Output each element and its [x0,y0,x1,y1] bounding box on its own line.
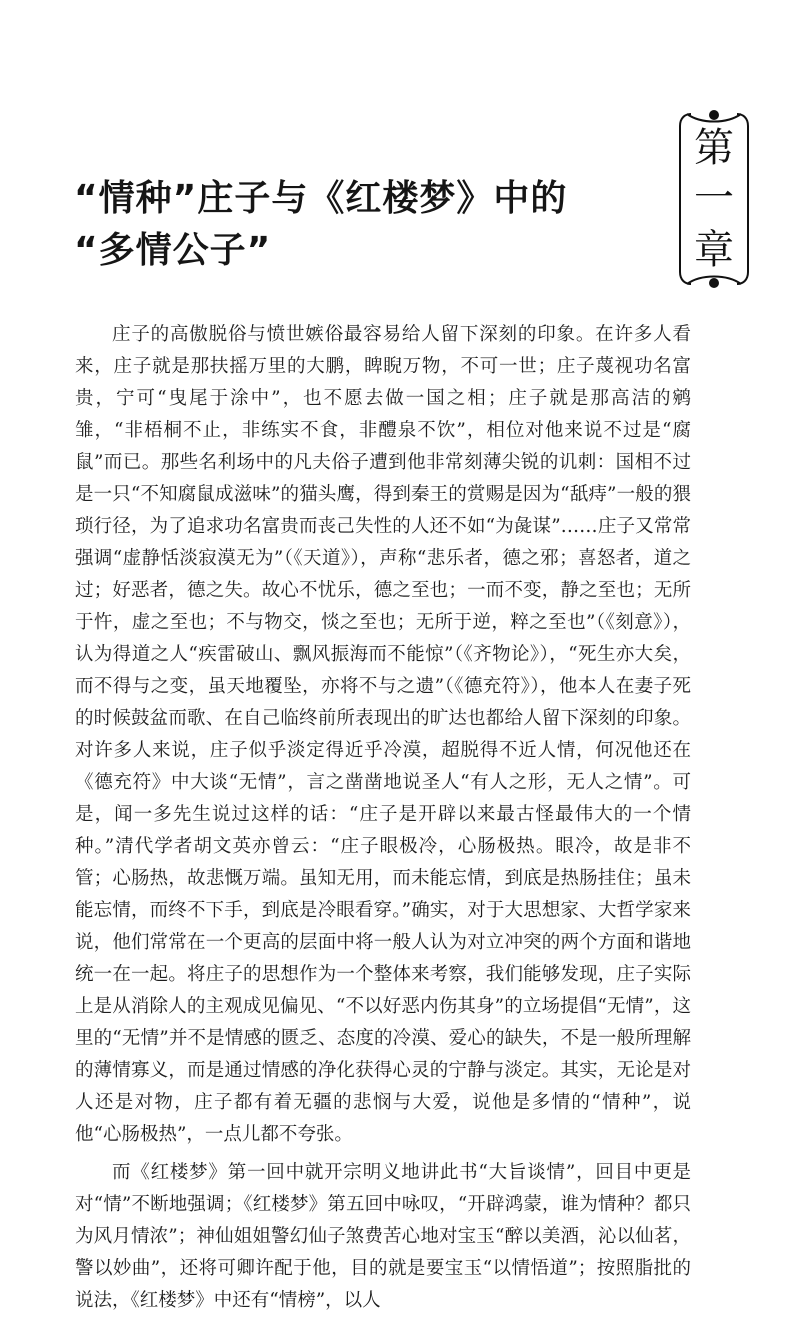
chapter-marker-char-2: 一 [694,175,734,221]
chapter-marker-char-3: 章 [694,227,734,273]
chapter-marker-char-1: 第 [694,125,734,171]
chapter-title-line-1: “情种”庄子与《红楼梦》中的 [74,178,568,219]
chapter-title [74,173,634,277]
paragraph-1: 庄子的高傲脱俗与愤世嫉俗最容易给人留下深刻的印象。在许多人看来，庄子就是那扶摇万里的大鹏，睥睨万物，不可一世；庄子蔑视功名富贵，宁可“曳尾于涂中”，也不愿去做一国之相；庄子就是那高洁的鹓雏，“非梧桐不止，非练实不食，非醴泉不饮”，相位对他来说不过是“腐鼠”而已。那些名利场中的凡夫俗子遭到他非常刻薄尖锐的讥刺：国相不过是一只“不知腐鼠成滋味”的猫头鹰，得到秦王的赏赐是因为“舐痔”一般的猥琐行径，为了追求功名富贵而丧己失性的人还不如“为彘谋”……庄子又常常强调“虚静恬淡寂漠无为”（《天道》），声称“悲乐者，德之邪；喜怒者，道之过；好恶者，德之失。故心不忧乐，德之至也；一而不变，静之至也；无所于忤，虚之至也；不与物交，惔之至也；无所于逆，粹之至也”（《刻意》），认为得道之人“疾雷破山、飘风振海而不能惊”（《齐物论》），“死生亦大矣，而不得与之变，虽天地覆坠，亦将不与之遗”（《德充符》），他本人在妻子死的时候鼓盆而歌、在自己临终前所表现出的旷达也都给人留下深刻的印象。对许多人来说，庄子似乎淡定得近乎冷漠，超脱得不近人情，何况他还在《德充符》中大谈“无情”，言之凿凿地说圣人“有人之形，无人之情”。可是，闻一多先生说过这样的话：“庄子是开辟以来最古怪最伟大的一个情种。”清代学者胡文英亦曾云：“庄子眼极冷，心肠极热。眼冷，故是非不管；心肠热，故悲慨万端。虽知无用，而未能忘情，到底是热肠挂住；虽未能忘情，而终不下手，到底是冷眼看穿。”确实，对于大思想家、大哲学家来说，他们常常在一个更高的层面中将一般人认为对立冲突的两个方面和谐地统一在一起。将庄子的思想作为一个整体来考察，我们能够发现，庄子实际上是从消除人的主观成见偏见、“不以好恶内伤其身”的立场提倡“无情”，这里的“无情”并不是情感的匮乏、态度的冷漠、爱心的缺失，不是一般所理解的薄情寡义，而是通过情感的净化获得心灵的宁静与淡定。其实，无论是对人还是对物，庄子都有着无疆的悲悯与大爱，说他是多情的“情种”，说他“心肠极热”，一点儿都不夸张。 [75,324,691,1145]
chapter-title-line-2: “多情公子” [74,230,272,271]
chapter-marker [677,108,751,290]
paragraph-2: 而《红楼梦》第一回中就开宗明义地讲此书“大旨谈情”，回目中更是对“情”不断地强调；《红楼梦》第五回中咏叹，“开辟鸿蒙，谁为情种？都只为风月情浓”；神仙姐姐警幻仙子煞费苦心地对宝玉“醉以美酒，沁以仙茗，警以妙曲”，还将可卿许配于他，目的就是要宝玉“以情悟道”；按照脂批的说法，《红楼梦》中还有“情榜”，以人 [75,1162,691,1311]
body-text [75,319,691,1317]
